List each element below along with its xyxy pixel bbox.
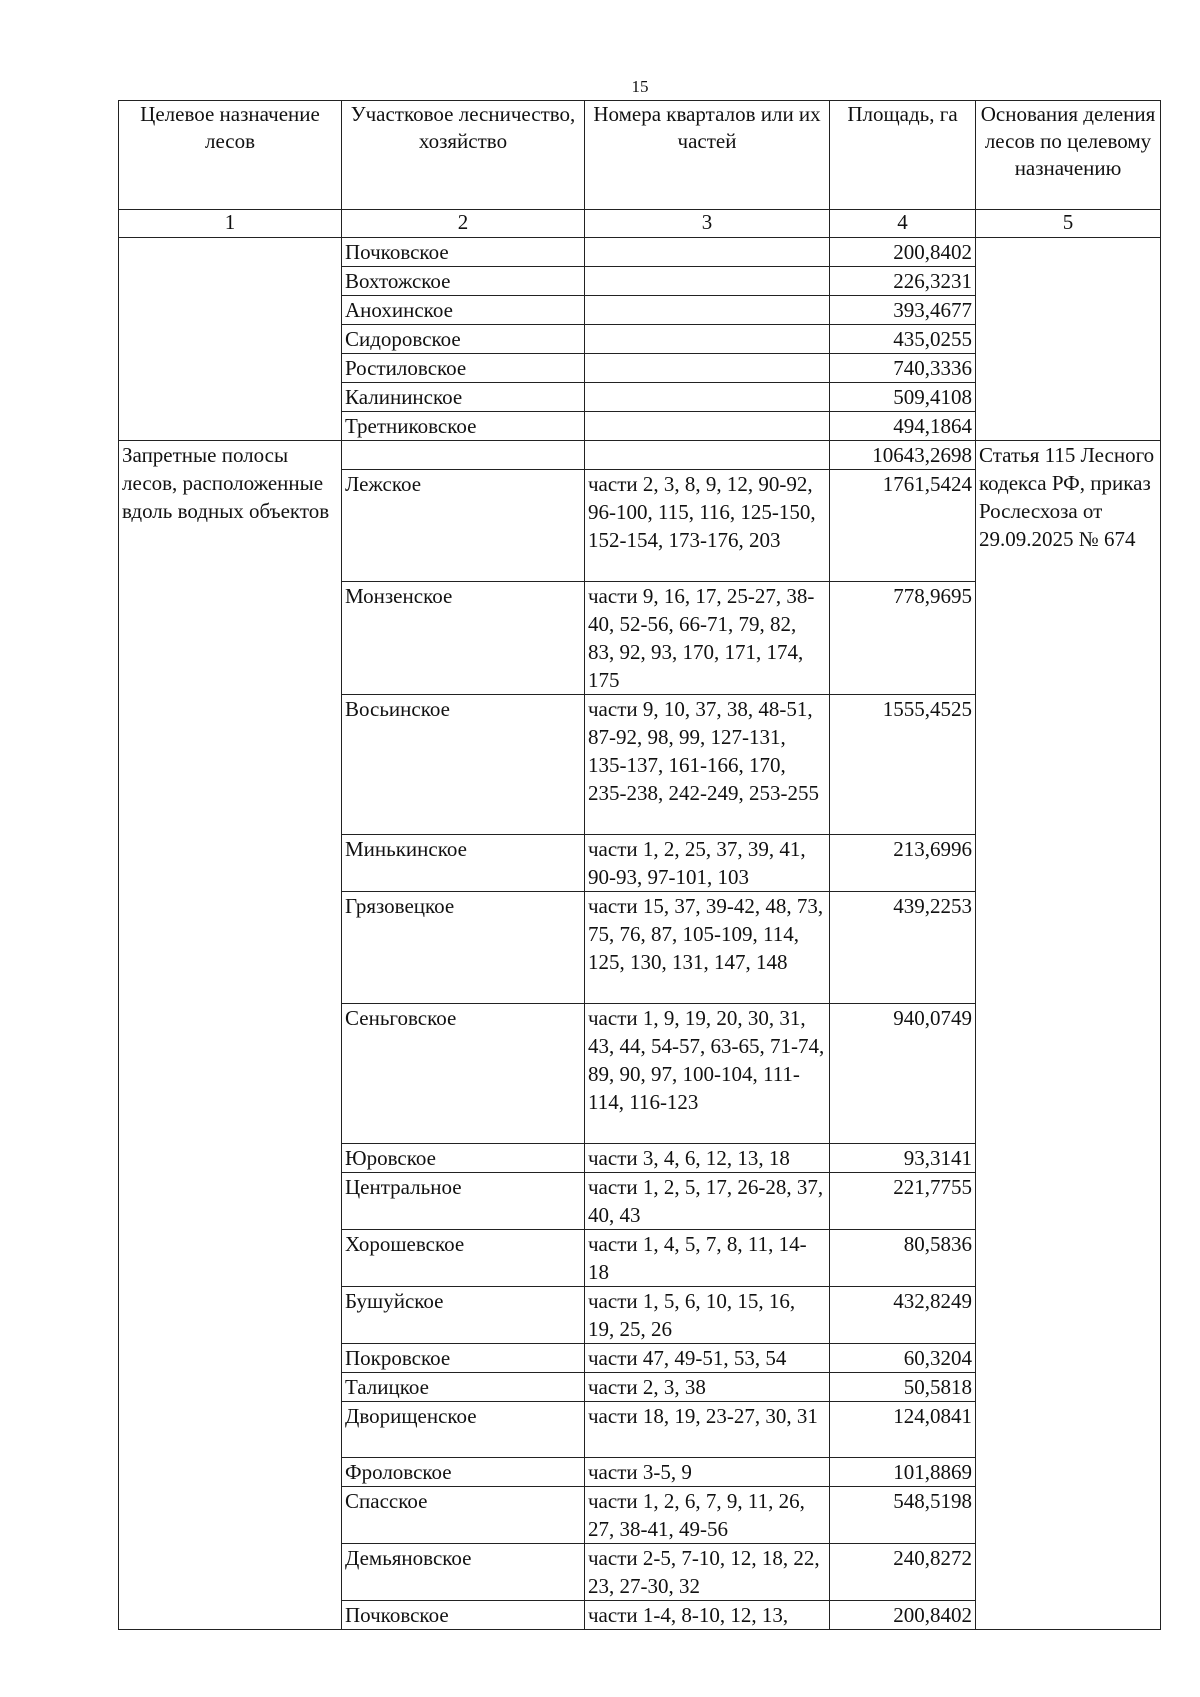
page-number: 15 bbox=[631, 77, 649, 96]
district-cell: Талицкое bbox=[342, 1373, 585, 1402]
district-cell: Калининское bbox=[342, 383, 585, 412]
quarters-cell: части 47, 49-51, 53, 54 bbox=[585, 1344, 830, 1373]
district-cell: Почковское bbox=[342, 238, 585, 267]
quarters-cell: части 1, 2, 6, 7, 9, 11, 26, 27, 38-41, 49-56 bbox=[585, 1487, 830, 1544]
quarters-cell bbox=[585, 354, 830, 383]
header-purpose: Целевое назначение лесов bbox=[119, 101, 342, 210]
purpose-cell: Запретные полосы лесов, расположенные вдоль водных объектов bbox=[119, 441, 342, 1630]
district-cell: Центральное bbox=[342, 1173, 585, 1230]
quarters-cell bbox=[585, 296, 830, 325]
area-cell: 200,8402 bbox=[830, 1601, 976, 1630]
area-cell: 439,2253 bbox=[830, 892, 976, 1004]
quarters-cell: части 1, 5, 6, 10, 15, 16, 19, 25, 26 bbox=[585, 1287, 830, 1344]
column-number: 1 bbox=[119, 210, 342, 238]
quarters-cell: части 9, 16, 17, 25-27, 38-40, 52-56, 66-71, 79, 82, 83, 92, 93, 170, 171, 174, 175 bbox=[585, 582, 830, 695]
header-row bbox=[119, 101, 1161, 210]
area-cell: 240,8272 bbox=[830, 1544, 976, 1601]
table-row bbox=[119, 238, 1161, 267]
quarters-cell: части 2-5, 7-10, 12, 18, 22, 23, 27-30, 32 bbox=[585, 1544, 830, 1601]
total-area-cell: 10643,2698 bbox=[830, 441, 976, 470]
area-cell: 60,3204 bbox=[830, 1344, 976, 1373]
quarters-cell: части 18, 19, 23-27, 30, 31 bbox=[585, 1402, 830, 1458]
district-cell: Грязовецкое bbox=[342, 892, 585, 1004]
column-number: 3 bbox=[585, 210, 830, 238]
quarters-cell: части 3, 4, 6, 12, 13, 18 bbox=[585, 1144, 830, 1173]
district-cell: Третниковское bbox=[342, 412, 585, 441]
district-cell: Сидоровское bbox=[342, 325, 585, 354]
district-cell-empty bbox=[342, 441, 585, 470]
quarters-cell bbox=[585, 325, 830, 354]
basis-cell-empty bbox=[976, 238, 1161, 441]
header-district: Участковое лесничество, хозяйство bbox=[342, 101, 585, 210]
district-cell: Восьинское bbox=[342, 695, 585, 835]
area-cell: 101,8869 bbox=[830, 1458, 976, 1487]
quarters-cell: части 1-4, 8-10, 12, 13, bbox=[585, 1601, 830, 1630]
column-number: 2 bbox=[342, 210, 585, 238]
area-cell: 124,0841 bbox=[830, 1402, 976, 1458]
column-number: 4 bbox=[830, 210, 976, 238]
district-cell: Вохтожское bbox=[342, 267, 585, 296]
area-cell: 1555,4525 bbox=[830, 695, 976, 835]
area-cell: 435,0255 bbox=[830, 325, 976, 354]
district-cell: Почковское bbox=[342, 1601, 585, 1630]
district-cell: Хорошевское bbox=[342, 1230, 585, 1287]
header-quarters: Номера кварталов или их частей bbox=[585, 101, 830, 210]
area-cell: 548,5198 bbox=[830, 1487, 976, 1544]
forest-purpose-table bbox=[118, 100, 1161, 1630]
area-cell: 393,4677 bbox=[830, 296, 976, 325]
area-cell: 940,0749 bbox=[830, 1004, 976, 1144]
quarters-cell: части 2, 3, 38 bbox=[585, 1373, 830, 1402]
quarters-cell: части 1, 2, 25, 37, 39, 41, 90-93, 97-101, 103 bbox=[585, 835, 830, 892]
quarters-cell: части 3-5, 9 bbox=[585, 1458, 830, 1487]
district-cell: Лежское bbox=[342, 470, 585, 582]
quarters-cell: части 1, 2, 5, 17, 26-28, 37, 40, 43 bbox=[585, 1173, 830, 1230]
area-cell: 509,4108 bbox=[830, 383, 976, 412]
district-cell: Юровское bbox=[342, 1144, 585, 1173]
quarters-cell bbox=[585, 238, 830, 267]
area-cell: 778,9695 bbox=[830, 582, 976, 695]
district-cell: Дворищенское bbox=[342, 1402, 585, 1458]
district-cell: Демьяновское bbox=[342, 1544, 585, 1601]
section-total-row bbox=[119, 441, 1161, 470]
quarters-cell: части 1, 9, 19, 20, 30, 31, 43, 44, 54-57, 63-65, 71-74, 89, 90, 97, 100-104, 111-114, 116-123 bbox=[585, 1004, 830, 1144]
area-cell: 1761,5424 bbox=[830, 470, 976, 582]
header-area: Площадь, га bbox=[830, 101, 976, 210]
area-cell: 494,1864 bbox=[830, 412, 976, 441]
column-number: 5 bbox=[976, 210, 1161, 238]
district-cell: Монзенское bbox=[342, 582, 585, 695]
quarters-cell bbox=[585, 383, 830, 412]
district-cell: Покровское bbox=[342, 1344, 585, 1373]
quarters-cell bbox=[585, 267, 830, 296]
header-basis: Основания деления лесов по целевому назначению bbox=[976, 101, 1161, 210]
district-cell: Бушуйское bbox=[342, 1287, 585, 1344]
area-cell: 93,3141 bbox=[830, 1144, 976, 1173]
district-cell: Анохинское bbox=[342, 296, 585, 325]
quarters-cell-empty bbox=[585, 441, 830, 470]
area-cell: 740,3336 bbox=[830, 354, 976, 383]
area-cell: 432,8249 bbox=[830, 1287, 976, 1344]
basis-cell: Статья 115 Лесного кодекса РФ, приказ Рослесхоза от 29.09.2025 № 674 bbox=[976, 441, 1161, 1630]
area-cell: 200,8402 bbox=[830, 238, 976, 267]
area-cell: 50,5818 bbox=[830, 1373, 976, 1402]
area-cell: 226,3231 bbox=[830, 267, 976, 296]
area-cell: 213,6996 bbox=[830, 835, 976, 892]
quarters-cell: части 1, 4, 5, 7, 8, 11, 14-18 bbox=[585, 1230, 830, 1287]
area-cell: 221,7755 bbox=[830, 1173, 976, 1230]
quarters-cell: части 15, 37, 39-42, 48, 73, 75, 76, 87, 105-109, 114, 125, 130, 131, 147, 148 bbox=[585, 892, 830, 1004]
area-cell: 80,5836 bbox=[830, 1230, 976, 1287]
purpose-cell-empty bbox=[119, 238, 342, 441]
district-cell: Ростиловское bbox=[342, 354, 585, 383]
district-cell: Фроловское bbox=[342, 1458, 585, 1487]
district-cell: Спасское bbox=[342, 1487, 585, 1544]
quarters-cell: части 9, 10, 37, 38, 48-51, 87-92, 98, 99, 127-131, 135-137, 161-166, 170, 235-238, 242-249, 253-255 bbox=[585, 695, 830, 835]
district-cell: Сеньговское bbox=[342, 1004, 585, 1144]
district-cell: Минькинское bbox=[342, 835, 585, 892]
column-number-row bbox=[119, 210, 1161, 238]
quarters-cell bbox=[585, 412, 830, 441]
quarters-cell: части 2, 3, 8, 9, 12, 90-92, 96-100, 115, 116, 125-150, 152-154, 173-176, 203 bbox=[585, 470, 830, 582]
